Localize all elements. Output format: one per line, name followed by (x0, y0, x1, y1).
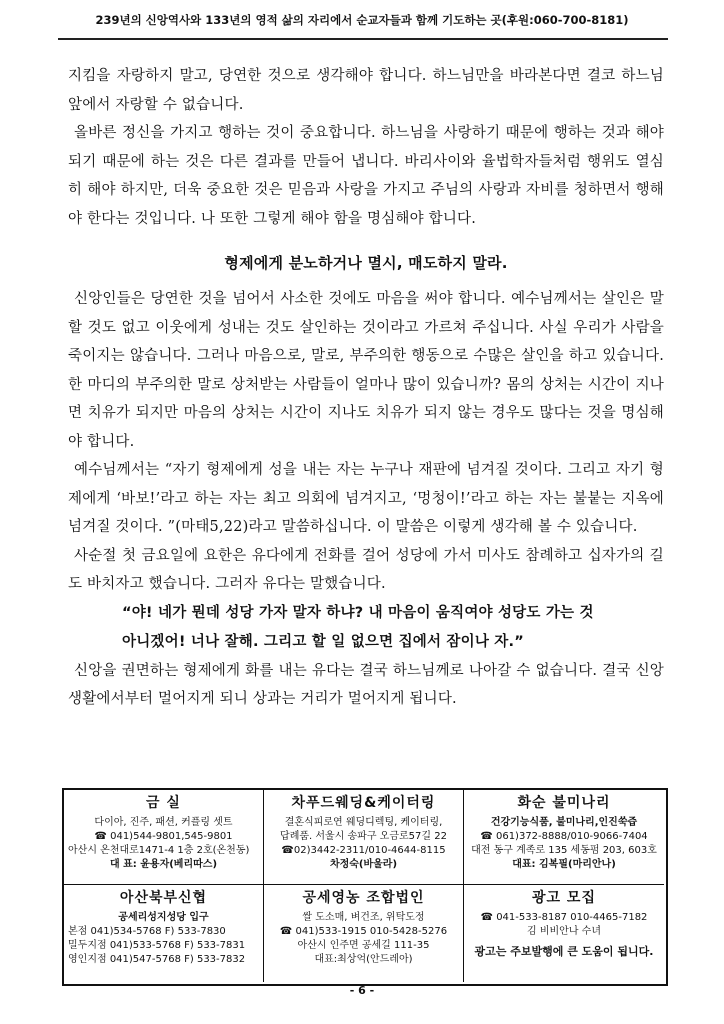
paragraph-2: 올바른 정신을 가지고 행하는 것이 중요합니다. 하느님을 사랑하기 때문에 행하는 것과 해야 되기 때문에 하는 것은 다른 결과를 만들어 냅니다. 바리사이와 율법학자들처럼 행위도 열심히 해야 하지만, 더욱 중요한 것은 믿음과 사랑을 가지고 주님의 사랑과 자비를 청하면서 행해야 한다는 것입니다. 나 또한 그렇게 해야 함을 명심해야 합니다. (68, 125, 664, 227)
ad-owner: 대표:최상억(안드레아) (314, 954, 413, 965)
ad-recruitment (464, 885, 664, 982)
paragraph-6: 신앙을 권면하는 형제에게 화를 내는 유다는 결국 하느님께로 나아갈 수 없습니다. 결국 신앙생활에서부터 멀어지게 되니 상과는 거리가 멀어지게 됩니다. (68, 662, 664, 707)
paragraph-5: 사순절 첫 금요일에 요한은 유다에게 전화를 걸어 성당에 가서 미사도 참례하고 십자가의 길도 바치자고 했습니다. 그러자 유다는 말했습니다. (68, 547, 664, 592)
paragraph-4: 예수님께서는 “자기 형제에게 성을 내는 자는 누구나 재판에 넘겨질 것이다. 그리고 자기 형제에게 ‘바보!’라고 하는 자는 최고 의회에 넘겨지고, ‘멍청이!’라고 하는 자는 불붙는 지옥에 넘겨질 것이다. ”(마태5,22)라고 말씀하십니다. 이 말씀은 이렇게 생각해 볼 수 있습니다. (68, 462, 664, 535)
paragraph-3: 신앙인들은 당연한 것을 넘어서 사소한 것에도 마음을 써야 합니다. 예수님께서는 살인은 말할 것도 없고 이웃에게 성내는 것도 살인하는 것이라고 가르쳐 주십니다. 사실 우리가 사람을 죽이지는 않습니다. 그러나 마음으로, 말로, 부주의한 행동으로 수많은 살인을 하고 있습니다. 한 마디의 부주의한 말로 상처받는 사람들이 얼마나 많이 있습니까? 몸의 상처는 시간이 지나면 치유가 되지만 마음의 상처는 시간이 지나도 치유가 되지 않는 경우도 많다는 것을 명심해야 합니다. (68, 291, 664, 450)
ad-hwasun-minari (464, 790, 664, 885)
ad-phone: 영인지점 041)547-5768 F) 533-7832 (68, 954, 246, 965)
ad-title: 공세영농 조합법인 (302, 890, 425, 906)
ad-asan-credit-union (64, 885, 264, 982)
page-number: - 6 - (349, 984, 375, 997)
ad-owner: 대표: 김복필(마리안나) (512, 859, 616, 870)
ad-line: 결혼식피로연 웨딩디렉팅, 케이터링, (284, 817, 443, 828)
ad-gongse-farming (264, 885, 464, 982)
ad-geumsil (64, 790, 264, 885)
ad-title: 차푸드웨딩&케이터링 (291, 795, 436, 811)
ad-phone: ☎02)3442-2311/010-4644-8115 (281, 845, 446, 856)
section-heading: 형제에게 분노하거나 멸시, 매도하지 말라. (224, 254, 508, 272)
ad-owner: 대 표: 윤용자(베리따스) (109, 859, 218, 870)
ad-contact: 김 비비안나 수녀 (527, 926, 601, 937)
ad-phone: ☎ 041)533-1915 010-5428-5276 (279, 926, 448, 937)
ad-phone: ☎ 041-533-8187 010-4465-7182 (480, 912, 648, 923)
ad-line: 건강기능식품, 불미나리,인진쑥즙 (490, 817, 638, 828)
ad-note: 광고는 주보발행에 큰 도움이 됩니다. (474, 945, 654, 958)
quote-line-2: 아니겠어! 너나 잘해. 그리고 할 일 없으면 집에서 잠이나 자.” (122, 633, 524, 650)
ad-title: 화순 불미나리 (517, 795, 611, 811)
ad-line: 공세리성지성당 입구 (118, 912, 209, 923)
ad-address: 대전 동구 계족로 135 세동펌 203, 603호 (471, 845, 657, 856)
ad-phone: 밀두지점 041)533-5768 F) 533-7831 (68, 940, 246, 951)
ad-phone: ☎ 041)544-9801,545-9801 (94, 831, 233, 842)
ad-chafood-wedding (264, 790, 464, 885)
ad-address: 아산시 온천대로1471-4 1층 2호(온천동) (68, 845, 250, 856)
ad-line: 다이아, 진주, 패션, 커플링 셋트 (94, 817, 233, 828)
header-title: 239년의 신앙역사와 133년의 영적 삶의 자리에서 순교자들과 함께 기도하는 곳(후원:060-700-8181) (95, 13, 629, 27)
ad-title: 금 실 (146, 795, 181, 811)
ad-title: 광고 모집 (532, 890, 596, 906)
ad-phone: ☎ 061)372-8888/010-9066-7404 (480, 831, 648, 842)
article-body (68, 62, 664, 714)
ad-address: 답례품. 서울시 송파구 오금로57길 22 (280, 831, 447, 842)
advertisement-grid (62, 788, 668, 986)
paragraph-1: 지킴을 자랑하지 말고, 당연한 것으로 생각해야 합니다. 하느님만을 바라본다면 결코 하느님 앞에서 자랑할 수 없습니다. (68, 68, 664, 113)
ad-address: 아산시 인주면 공세길 111-35 (297, 940, 430, 951)
ad-phone: 본점 041)534-5768 F) 533-7830 (68, 926, 226, 937)
ad-title: 아산북부신협 (119, 890, 208, 906)
ad-owner: 차정숙(바울라) (329, 859, 398, 870)
ad-line: 쌀 도소매, 벼건조, 위탁도정 (302, 912, 425, 923)
quote-line-1: “야! 네가 뭔데 성당 가자 말자 하냐? 내 마음이 움직여야 성당도 가는 것 (122, 604, 594, 621)
header-divider (58, 38, 668, 40)
